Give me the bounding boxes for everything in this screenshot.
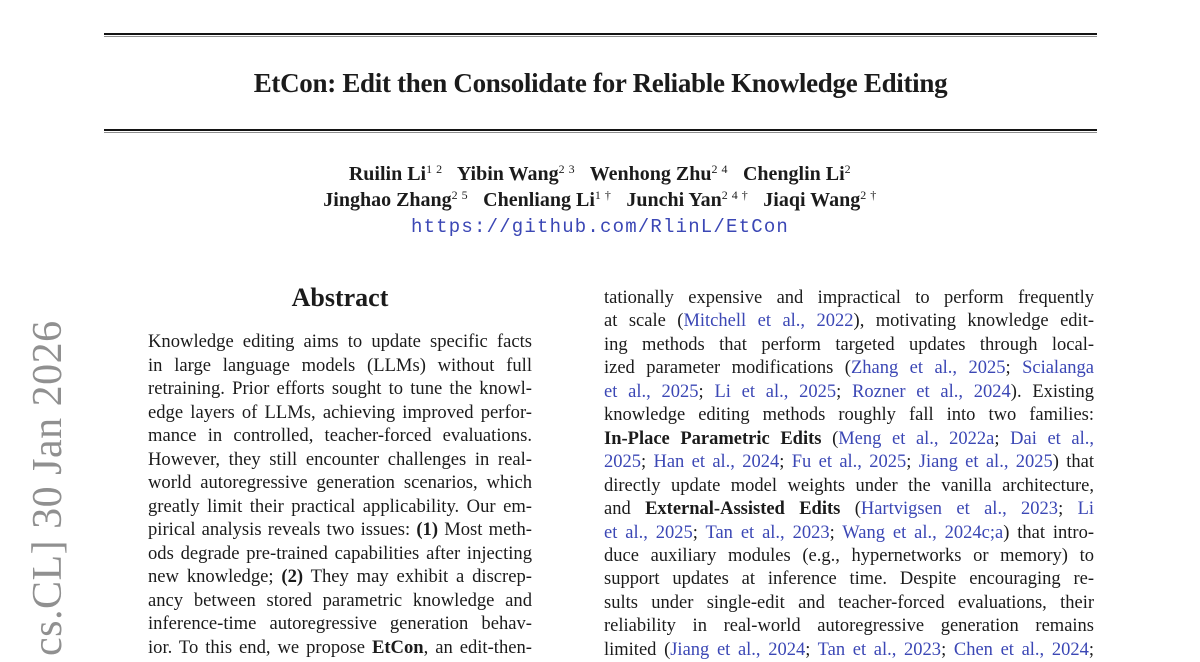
text-segment: ( [840, 499, 861, 520]
text-segment: tationally expensive and impractical to perform frequently [604, 288, 1094, 308]
text-line [148, 448, 532, 472]
text-segment: ). Existing [1010, 381, 1095, 402]
text-segment: ; [1058, 499, 1078, 520]
text-segment: EtCon [371, 636, 424, 658]
text-line [148, 612, 532, 636]
text-segment: In-Place Parametric Edits [604, 428, 822, 449]
affiliation-superscript: 2 † [860, 188, 877, 202]
text-segment: new knowledge; [148, 566, 282, 587]
citation-link[interactable]: Jiang et al., 2025 [918, 452, 1053, 473]
text-line [604, 592, 1094, 615]
text-line [604, 404, 1094, 427]
text-segment: ized parameter modifications ( [604, 358, 851, 379]
citation-link[interactable]: Scialanga [1022, 358, 1094, 379]
text-line [148, 424, 532, 448]
text-segment: ing methods that perform targeted updates through local- [604, 334, 1094, 355]
text-line [604, 545, 1094, 568]
text-segment: Chenliang Li [468, 189, 595, 211]
text-segment: Knowledge editing aims to update specific facts [148, 331, 532, 352]
text-segment: External-Assisted Edits [645, 499, 841, 520]
text-segment: ods degrade pre-trained capabilities after injecting [148, 542, 532, 564]
text-segment: at scale ( [604, 311, 684, 332]
citation-link[interactable]: Han et al., 2024 [653, 452, 780, 473]
text-segment: Chenglin Li [727, 163, 845, 185]
affiliation-superscript: 1 † [594, 188, 612, 202]
text-line [148, 377, 532, 401]
text-line [148, 518, 532, 542]
text-segment: ; [692, 522, 706, 543]
citation-link[interactable]: Fu et al., 2025 [791, 452, 907, 473]
header-rule-top [104, 33, 1097, 37]
citation-link[interactable]: Hartvigsen et al., 2023 [860, 499, 1059, 520]
text-segment: ) that [1052, 452, 1095, 473]
affiliation-superscript: 2 5 [451, 188, 469, 202]
text-line [148, 565, 532, 589]
citation-link[interactable]: Rozner et al., 2024 [852, 381, 1011, 402]
citation-link[interactable]: Zhang et al., 2025 [850, 358, 1006, 379]
introduction-column [604, 287, 1095, 660]
text-segment: ; [1088, 639, 1094, 660]
text-segment: pirical analysis reveals two issues: [148, 519, 417, 540]
text-segment: mance in controlled, teacher-forced evaluations. [148, 425, 532, 446]
citation-link[interactable]: Jiang et al., 2024 [670, 639, 806, 660]
text-segment: Yibin Wang [442, 163, 559, 185]
text-segment: knowledge editing methods roughly fall into two families: [604, 405, 1094, 426]
text-segment: ; [941, 639, 954, 660]
text-segment: (2) [281, 566, 304, 587]
text-segment: However, they still encounter challenges in real- [148, 448, 532, 470]
text-line [604, 568, 1094, 591]
rule-thick-line [104, 129, 1097, 131]
citation-link[interactable]: Li et al., 2025 [714, 381, 837, 402]
rule-thin-line [104, 36, 1097, 37]
text-line [604, 428, 1094, 451]
author-block [0, 161, 1200, 238]
text-segment: Jinghao Zhang [323, 189, 452, 211]
text-line [148, 471, 532, 495]
text-line [148, 542, 532, 566]
text-line [604, 498, 1094, 521]
citation-link[interactable]: et al., 2025 [604, 381, 699, 402]
text-segment: Wenhong Zhu [575, 163, 712, 185]
text-segment: limited ( [604, 639, 671, 660]
text-segment: and [604, 499, 646, 520]
paper-title: EtCon: Edit then Consolidate for Reliable Knowledge Editing [253, 68, 948, 98]
text-segment: Junchi Yan [611, 189, 722, 211]
affiliation-superscript: 2 [844, 162, 852, 176]
text-segment: ; [779, 452, 792, 473]
citation-link[interactable]: Dai et al., [1010, 428, 1094, 449]
text-segment: greatly limit their practical applicability. Our em- [148, 495, 532, 517]
text-line [604, 334, 1094, 357]
text-line [604, 381, 1094, 404]
text-segment: ; [836, 381, 853, 402]
citation-link[interactable]: Li [1077, 499, 1095, 520]
text-line [604, 357, 1094, 380]
text-segment: ; [994, 428, 1011, 449]
text-segment: inference-time autoregressive generation behav- [148, 613, 532, 634]
author-line-1 [0, 161, 1200, 187]
text-segment: ior. To this end, we propose [148, 636, 372, 658]
text-segment: (1) [416, 519, 439, 540]
text-line [604, 310, 1094, 333]
citation-link[interactable]: Wang et al., 2024c;a [842, 522, 1004, 543]
text-line [604, 615, 1094, 638]
text-segment: ; [906, 452, 919, 473]
arxiv-stamp: cs.CL] 30 Jan 2026 [25, 320, 71, 656]
citation-link[interactable]: et al., 2025 [604, 522, 693, 543]
citation-link[interactable]: Chen et al., 2024 [953, 639, 1089, 660]
text-segment: They may exhibit a discrep- [303, 566, 532, 587]
text-line [604, 639, 1094, 662]
header-rule-bottom [104, 129, 1097, 133]
text-segment: support updates at inference time. Despite encouraging re- [604, 569, 1094, 590]
citation-link[interactable]: 2025 [604, 452, 641, 473]
text-segment: ; [1005, 358, 1023, 379]
text-segment: ; [805, 639, 818, 660]
text-segment: edge layers of LLMs, achieving improved perfor- [148, 401, 532, 423]
text-line [604, 475, 1094, 498]
text-line [148, 330, 532, 354]
citation-link[interactable]: Tan et al., 2023 [705, 522, 830, 543]
author-line-2 [0, 187, 1200, 213]
text-line [148, 636, 532, 660]
text-line [148, 354, 532, 378]
text-segment: ancy between stored parametric knowledge and [148, 589, 532, 611]
text-line [604, 451, 1094, 474]
text-line [604, 287, 1094, 310]
text-segment: Jiaqi Wang [748, 189, 861, 211]
text-segment: ; [829, 522, 843, 543]
citation-link[interactable]: Meng et al., 2022a [838, 428, 995, 449]
citation-link[interactable]: Tan et al., 2023 [817, 639, 942, 660]
text-segment: ) that intro- [1003, 522, 1094, 543]
text-segment: in large language models (LLMs) without full [148, 354, 532, 376]
text-segment: Ruilin Li [348, 163, 427, 185]
text-line [148, 495, 532, 519]
affiliation-superscript: 2 4 † [721, 188, 749, 202]
text-segment: reliability in real-world autoregressive generation remains [604, 616, 1094, 637]
text-segment: ( [821, 428, 839, 449]
text-segment: retraining. Prior efforts sought to tune the knowl- [148, 378, 532, 399]
affiliation-superscript: 1 2 [426, 162, 443, 176]
text-segment: Most meth- [438, 519, 532, 540]
text-line [148, 589, 532, 613]
rule-thin-line [104, 132, 1097, 133]
repo-link[interactable]: https://github.com/RlinL/EtCon [410, 216, 790, 238]
text-segment: , an edit-then- [423, 636, 532, 658]
affiliation-superscript: 2 4 [711, 162, 728, 176]
abstract-heading: Abstract [291, 283, 389, 312]
text-segment: ; [641, 452, 654, 473]
text-line [604, 522, 1094, 545]
text-segment: ; [698, 381, 715, 402]
affiliation-superscript: 2 3 [558, 162, 576, 176]
text-segment: ), motivating knowledge edit- [853, 311, 1094, 332]
abstract-column [148, 330, 532, 658]
rule-thick-line [104, 33, 1097, 35]
citation-link[interactable]: Mitchell et al., 2022 [683, 311, 854, 332]
text-segment: world autoregressive generation scenarios, which [148, 472, 532, 493]
text-line [148, 401, 532, 425]
text-segment: directly update model weights under the vanilla architecture, [604, 475, 1094, 496]
text-segment: duce auxiliary modules (e.g., hypernetworks or memory) to [604, 545, 1094, 566]
text-segment: sults under single-edit and teacher-forced evaluations, their [604, 592, 1094, 613]
